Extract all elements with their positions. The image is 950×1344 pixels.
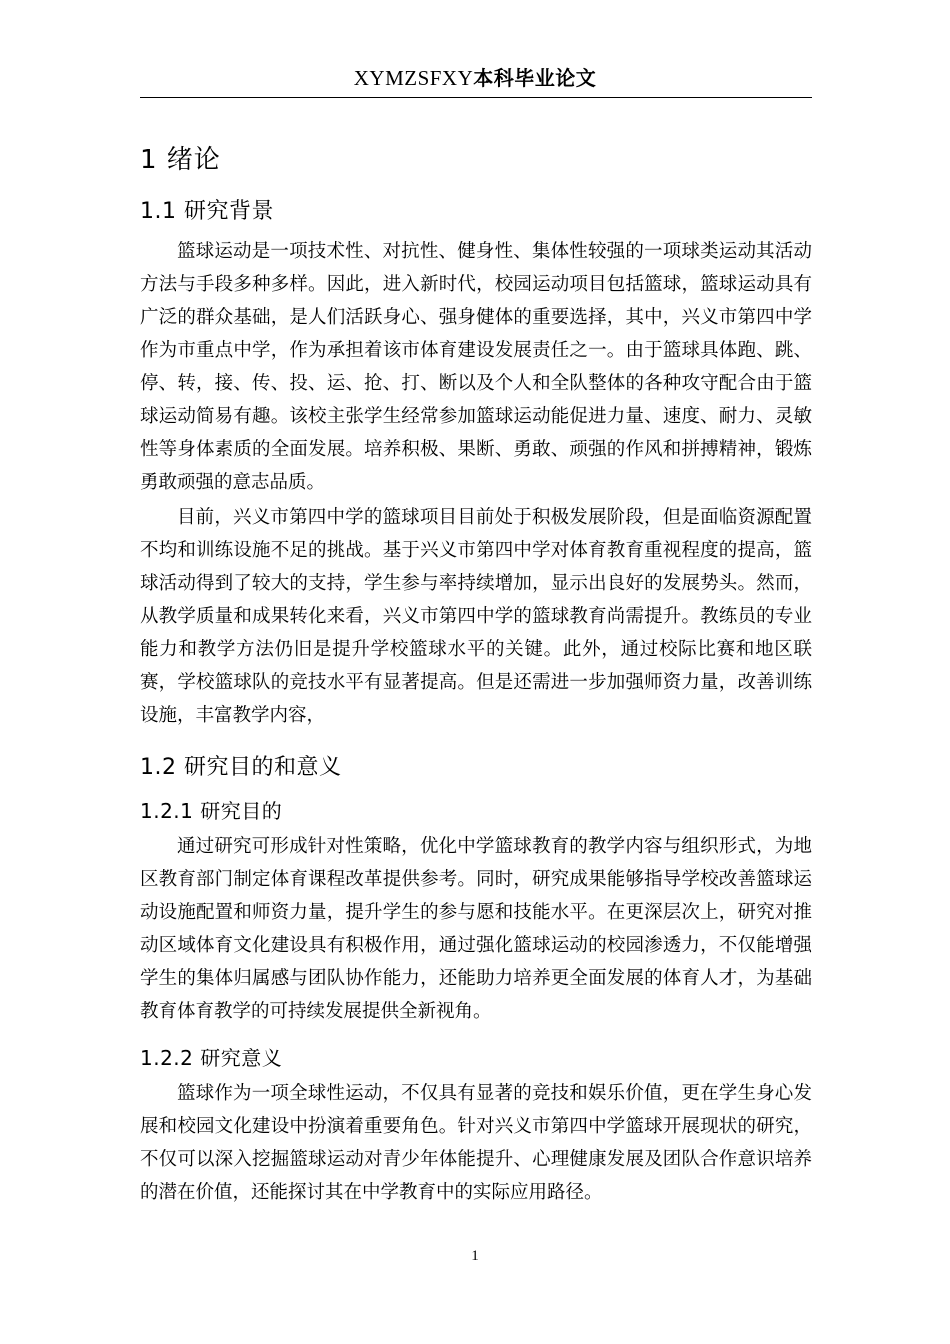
section-heading-1-2: 1.2 研究目的和意义 xyxy=(140,755,342,780)
header-title-cjk: 本科毕业论文 xyxy=(473,66,597,90)
page-number: 1 xyxy=(471,1248,479,1264)
section-heading-1-2-2: 1.2.2 研究意义 xyxy=(140,1046,283,1070)
header-title-latin: XYMZSFXY xyxy=(353,66,474,90)
paragraph: 目前，兴义市第四中学的篮球项目目前处于积极发展阶段，但是面临资源配置不均和训练设施不足的挑战。基于兴义市第四中学对体育教育重视程度的提高，篮球活动得到了较大的支持，学生参与率持续增加，显示出良好的发展势头。然而，从教学质量和成果转化来看，兴义市第四中学的篮球教育尚需提升。教练员的专业能力和教学方法仍旧是提升学校篮球水平的关键。此外，通过校际比赛和地区联赛，学校篮球队的竞技水平有显著提高。但是还需进一步加强师资力量，改善训练设施，丰富教学内容， xyxy=(140,507,812,726)
section-heading-1: 1 绪论 xyxy=(140,145,221,175)
header-divider xyxy=(140,97,812,98)
document-body xyxy=(140,125,812,1211)
header-title xyxy=(140,62,810,91)
paragraph: 篮球运动是一项技术性、对抗性、健身性、集体性较强的一项球类运动其活动方法与手段多种多样。因此，进入新时代，校园运动项目包括篮球，篮球运动具有广泛的群众基础，是人们活跃身心、强身健体的重要选择，其中，兴义市第四中学作为市重点中学，作为承担着该市体育建设发展责任之一。由于篮球具体跑、跳、停、转，接、传、投、运、抢、打、断以及个人和全队整体的各种攻守配合由于篮球运动简易有趣。该校主张学生经常参加篮球运动能促进力量、速度、耐力、灵敏性等身体素质的全面发展。培养积极、果断、勇敢、顽强的作风和拼搏精神，锻炼勇敢顽强的意志品质。 xyxy=(140,241,812,493)
paragraph: 通过研究可形成针对性策略，优化中学篮球教育的教学内容与组织形式，为地区教育部门制定体育课程改革提供参考。同时，研究成果能够指导学校改善篮球运动设施配置和师资力量，提升学生的参与愿和技能水平。在更深层次上，研究对推动区域体育文化建设具有积极作用，通过强化篮球运动的校园渗透力，不仅能增强学生的集体归属感与团队协作能力，还能助力培养更全面发展的体育人才，为基础教育体育教学的可持续发展提供全新视角。 xyxy=(140,836,812,1022)
paragraph: 篮球作为一项全球性运动，不仅具有显著的竞技和娱乐价值，更在学生身心发展和校园文化建设中扮演着重要角色。针对兴义市第四中学篮球开展现状的研究，不仅可以深入挖掘篮球运动对青少年体能提升、心理健康发展及团队合作意识培养的潜在价值，还能探讨其在中学教育中的实际应用路径。 xyxy=(140,1083,812,1203)
page-header xyxy=(140,62,810,91)
section-heading-1-2-1: 1.2.1 研究目的 xyxy=(140,799,283,823)
section-heading-1-1: 1.1 研究背景 xyxy=(140,199,274,224)
